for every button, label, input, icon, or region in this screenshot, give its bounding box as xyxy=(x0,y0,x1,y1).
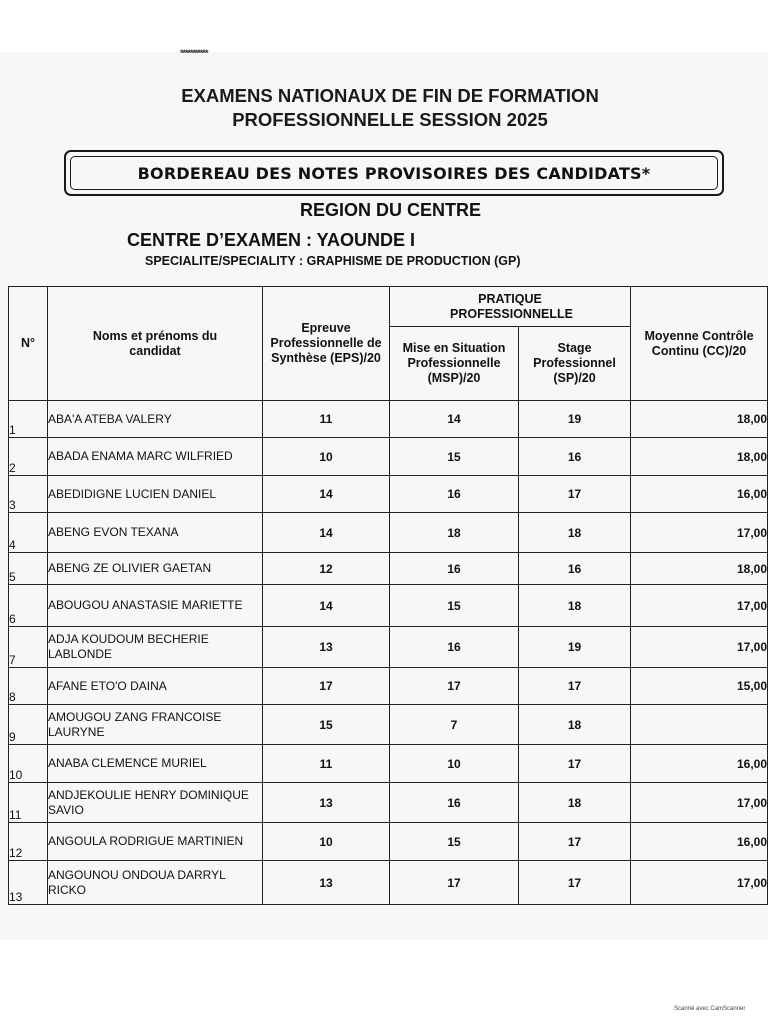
row-number: 1 xyxy=(9,401,48,438)
row-number: 11 xyxy=(9,783,48,823)
sp-score: 17 xyxy=(519,823,631,861)
candidate-name: ABOUGOU ANASTASIE MARIETTE xyxy=(48,585,263,627)
sp-score: 17 xyxy=(519,476,631,513)
row-number: 7 xyxy=(9,627,48,668)
msp-score: 15 xyxy=(390,823,519,861)
header-sp: Stage Professionnel (SP)/20 xyxy=(519,327,631,401)
candidate-name: ANGOUNOU ONDOUA DARRYL RICKO xyxy=(48,861,263,905)
banner-text: BORDEREAU DES NOTES PROVISOIRES DES CANDIDATS* xyxy=(70,156,718,190)
header-eps: Epreuve Professionnelle de Synthèse (EPS)/20 xyxy=(263,287,390,401)
grades-table xyxy=(8,286,768,905)
eps-score: 15 xyxy=(263,705,390,745)
eps-score: 10 xyxy=(263,438,390,476)
eps-score: 12 xyxy=(263,553,390,585)
cc-average: 16,00 xyxy=(631,745,768,783)
msp-score: 18 xyxy=(390,513,519,553)
header-cc: Moyenne Contrôle Continu (CC)/20 xyxy=(631,287,768,401)
candidate-name: ABADA ENAMA MARC WILFRIED xyxy=(48,438,263,476)
table-row xyxy=(9,861,768,905)
table-row xyxy=(9,745,768,783)
table-row xyxy=(9,627,768,668)
exam-title-line2: PROFESSIONNELLE SESSION 2025 xyxy=(232,109,548,130)
candidate-name: ABENG EVON TEXANA xyxy=(48,513,263,553)
eps-score: 17 xyxy=(263,668,390,705)
msp-score: 10 xyxy=(390,745,519,783)
eps-score: 11 xyxy=(263,745,390,783)
table-row xyxy=(9,401,768,438)
sp-score: 18 xyxy=(519,705,631,745)
header-num: N° xyxy=(9,287,48,401)
grades-body xyxy=(9,401,768,905)
candidate-name: ADJA KOUDOUM BECHERIE LABLONDE xyxy=(48,627,263,668)
msp-score: 16 xyxy=(390,476,519,513)
header-msp: Mise en Situation Professionnelle (MSP)/20 xyxy=(390,327,519,401)
msp-score: 15 xyxy=(390,585,519,627)
header-name: Noms et prénoms du candidat xyxy=(48,287,263,401)
row-number: 6 xyxy=(9,585,48,627)
row-number: 3 xyxy=(9,476,48,513)
sp-score: 18 xyxy=(519,513,631,553)
exam-centre-heading: CENTRE D’EXAMEN : YAOUNDE I xyxy=(127,230,416,250)
region-heading: REGION DU CENTRE xyxy=(300,200,482,220)
msp-score: 17 xyxy=(390,668,519,705)
cc-average: 17,00 xyxy=(631,783,768,823)
cc-average: 18,00 xyxy=(631,401,768,438)
table-row xyxy=(9,585,768,627)
sp-score: 18 xyxy=(519,585,631,627)
cc-average: 17,00 xyxy=(631,627,768,668)
eps-score: 14 xyxy=(263,585,390,627)
candidate-name: ANGOULA RODRIGUE MARTINIEN xyxy=(48,823,263,861)
sp-score: 17 xyxy=(519,861,631,905)
cc-average: 17,00 xyxy=(631,513,768,553)
cc-average: 17,00 xyxy=(631,585,768,627)
header-pratique: PRATIQUE PROFESSIONNELLE xyxy=(390,287,631,327)
row-number: 9 xyxy=(9,705,48,745)
row-number: 2 xyxy=(9,438,48,476)
sp-score: 19 xyxy=(519,627,631,668)
eps-score: 10 xyxy=(263,823,390,861)
sp-score: 17 xyxy=(519,668,631,705)
table-row xyxy=(9,823,768,861)
sp-score: 18 xyxy=(519,783,631,823)
candidate-name: AFANE ETO'O DAINA xyxy=(48,668,263,705)
table-row xyxy=(9,438,768,476)
row-number: 13 xyxy=(9,861,48,905)
row-number: 5 xyxy=(9,553,48,585)
row-number: 12 xyxy=(9,823,48,861)
title-banner xyxy=(64,150,724,196)
row-number: 10 xyxy=(9,745,48,783)
candidate-name: ANABA CLEMENCE MURIEL xyxy=(48,745,263,783)
msp-score: 17 xyxy=(390,861,519,905)
eps-score: 11 xyxy=(263,401,390,438)
cc-average: 18,00 xyxy=(631,553,768,585)
msp-score: 14 xyxy=(390,401,519,438)
cc-average: 18,00 xyxy=(631,438,768,476)
row-number: 4 xyxy=(9,513,48,553)
cc-average: 16,00 xyxy=(631,476,768,513)
scanner-watermark: Scanné avec CamScanner xyxy=(674,1006,746,1012)
eps-score: 14 xyxy=(263,513,390,553)
table-row xyxy=(9,476,768,513)
table-row xyxy=(9,705,768,745)
eps-score: 13 xyxy=(263,627,390,668)
table-row xyxy=(9,553,768,585)
table-row xyxy=(9,668,768,705)
sp-score: 16 xyxy=(519,553,631,585)
table-row xyxy=(9,783,768,823)
cc-average xyxy=(631,705,768,745)
msp-score: 16 xyxy=(390,627,519,668)
header-dots: *********** xyxy=(180,48,208,58)
cc-average: 17,00 xyxy=(631,861,768,905)
candidate-name: ABEDIDIGNE LUCIEN DANIEL xyxy=(48,476,263,513)
sp-score: 16 xyxy=(519,438,631,476)
candidate-name: AMOUGOU ZANG FRANCOISE LAURYNE xyxy=(48,705,263,745)
table-row xyxy=(9,513,768,553)
exam-title-line1: EXAMENS NATIONAUX DE FIN DE FORMATION xyxy=(181,85,599,106)
msp-score: 15 xyxy=(390,438,519,476)
speciality-heading: SPECIALITE/SPECIALITY : GRAPHISME DE PRODUCTION (GP) xyxy=(145,254,521,268)
candidate-name: ABA'A ATEBA VALERY xyxy=(48,401,263,438)
msp-score: 7 xyxy=(390,705,519,745)
eps-score: 14 xyxy=(263,476,390,513)
eps-score: 13 xyxy=(263,861,390,905)
candidate-name: ANDJEKOULIE HENRY DOMINIQUE SAVIO xyxy=(48,783,263,823)
candidate-name: ABENG ZE OLIVIER GAETAN xyxy=(48,553,263,585)
row-number: 8 xyxy=(9,668,48,705)
msp-score: 16 xyxy=(390,783,519,823)
sp-score: 19 xyxy=(519,401,631,438)
cc-average: 15,00 xyxy=(631,668,768,705)
msp-score: 16 xyxy=(390,553,519,585)
eps-score: 13 xyxy=(263,783,390,823)
cc-average: 16,00 xyxy=(631,823,768,861)
sp-score: 17 xyxy=(519,745,631,783)
